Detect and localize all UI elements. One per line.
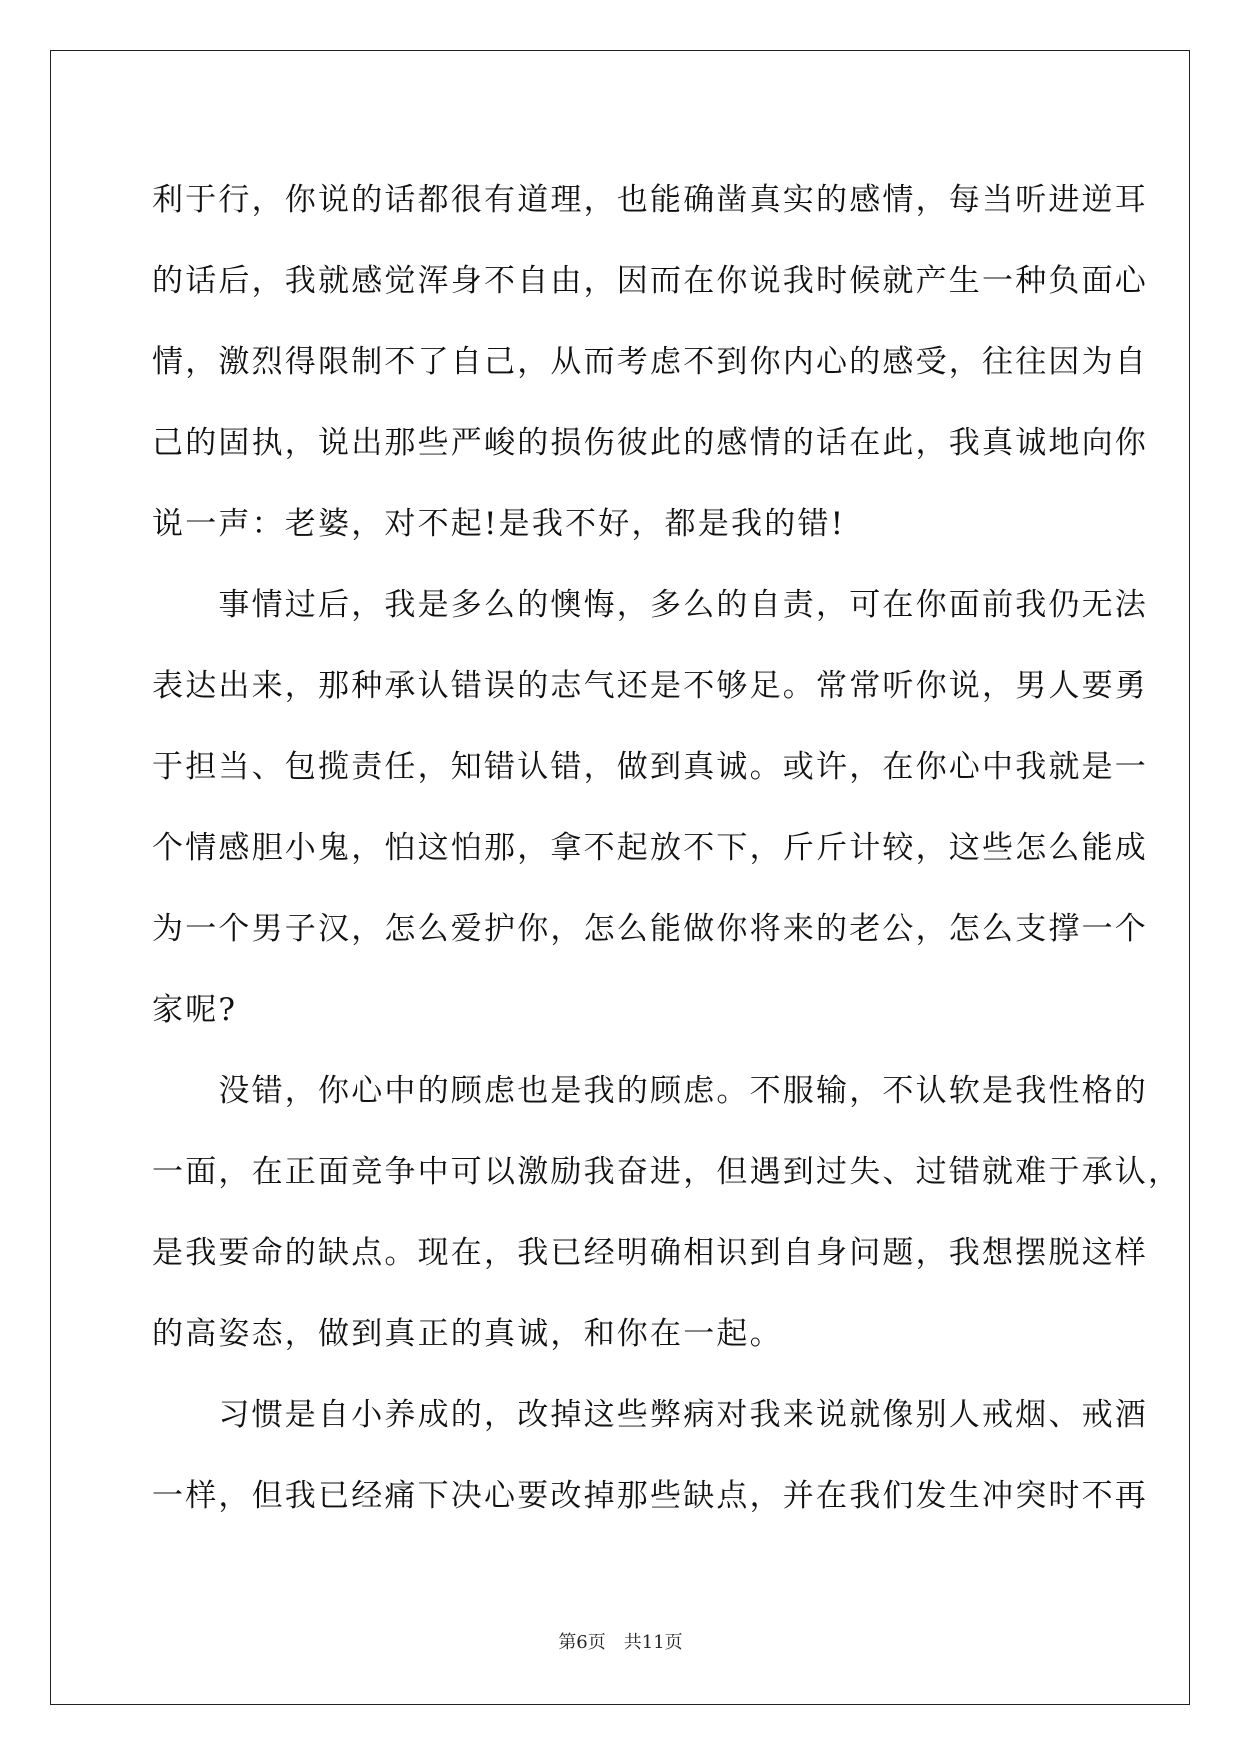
text-line: 没错，你心中的顾虑也是我的顾虑。不服输，不认软是我性格的 [152, 1073, 1148, 1109]
text-line: 于担当、包揽责任，知错认错，做到真诚。或许，在你心中我就是一 [152, 749, 1148, 785]
body-text [152, 160, 1182, 1537]
text-line: 习惯是自小养成的，改掉这些弊病对我来说就像别人戒烟、戒酒 [152, 1397, 1148, 1433]
text-line: 的话后，我就感觉浑身不自由，因而在你说我时候就产生一种负面心 [152, 263, 1148, 299]
text-line: 利于行，你说的话都很有道理，也能确凿真实的感情，每当听进逆耳 [152, 182, 1148, 218]
page-total: 共11页 [623, 1632, 683, 1653]
text-line: 的高姿态，做到真正的真诚，和你在一起。 [152, 1316, 783, 1352]
text-line: 家呢? [152, 992, 238, 1028]
text-line: 情，激烈得限制不了自己，从而考虑不到你内心的感受，往往因为自 [152, 344, 1148, 380]
text-line: 一样，但我已经痛下决心要改掉那些缺点，并在我们发生冲突时不再 [152, 1478, 1148, 1514]
text-line: 个情感胆小鬼，怕这怕那，拿不起放不下，斤斤计较，这些怎么能成 [152, 830, 1148, 866]
text-line: 事情过后，我是多么的懊悔，多么的自责，可在你面前我仍无法 [152, 587, 1148, 623]
text-line: 一面，在正面竞争中可以激励我奋进，但遇到过失、过错就难于承认， [152, 1154, 1182, 1190]
page-number: 第6页 [558, 1632, 606, 1653]
text-line: 表达出来，那种承认错误的志气还是不够足。常常听你说，男人要勇 [152, 668, 1148, 704]
text-line: 为一个男子汉，怎么爱护你，怎么能做你将来的老公，怎么支撑一个 [152, 911, 1148, 947]
text-line: 说一声：老婆，对不起!是我不好，都是我的错! [152, 506, 846, 542]
text-line: 己的固执，说出那些严峻的损伤彼此的感情的话在此，我真诚地向你 [152, 425, 1148, 461]
text-line: 是我要命的缺点。现在，我已经明确相识到自身问题，我想摆脱这样 [152, 1235, 1148, 1271]
page-footer [0, 1628, 1241, 1654]
